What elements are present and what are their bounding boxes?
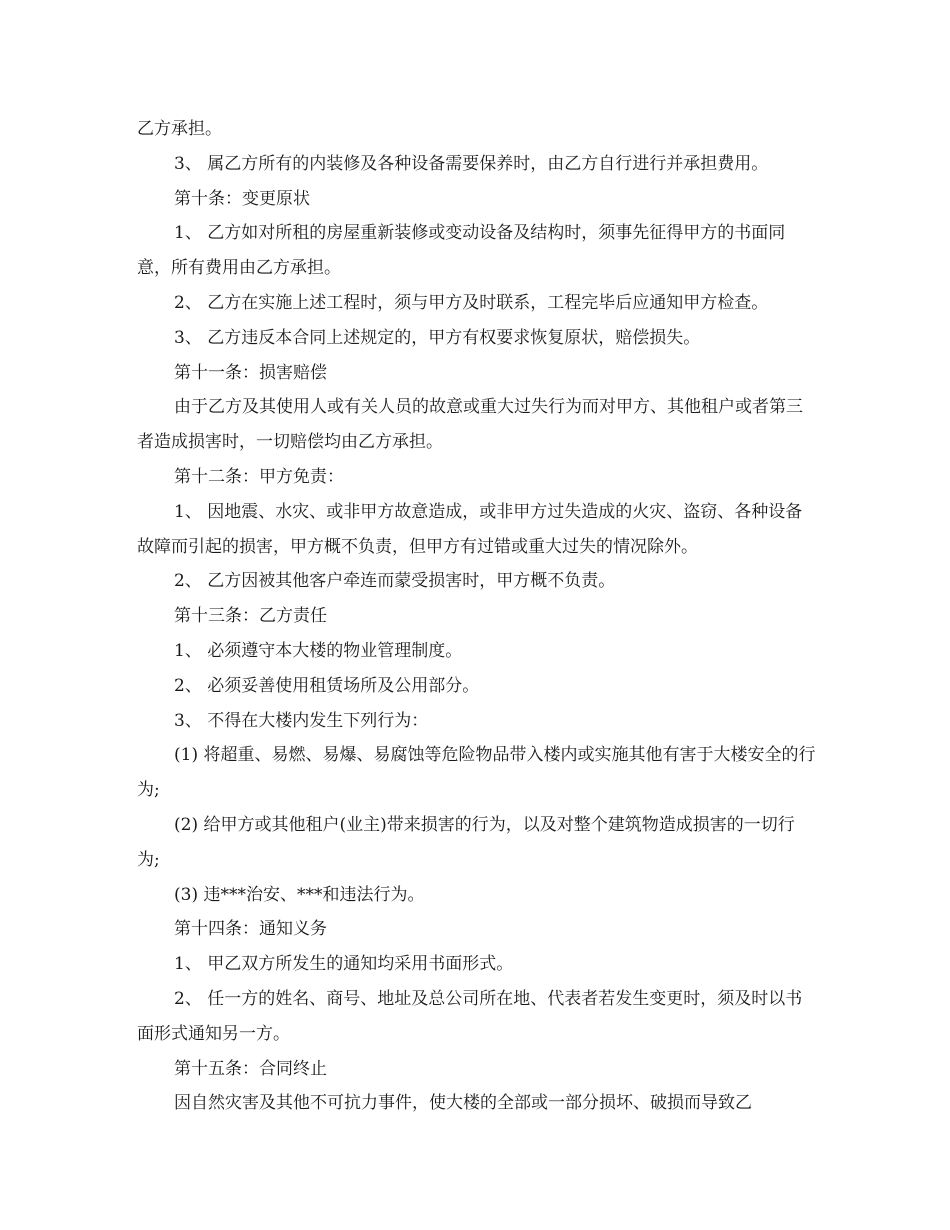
article-15-heading: 第十五条：合同终止: [174, 1058, 327, 1079]
article-10-heading: 第十条：变更原状: [174, 188, 310, 209]
clause-9-item-3: 3、 属乙方所有的内装修及各种设备需要保养时，由乙方自行进行并承担费用。: [174, 153, 769, 174]
article-11-body: 由于乙方及其使用人或有关人员的故意或重大过失行为而对甲方、其他租户或者第三者造成损害时，一切赔偿均由乙方承担。: [137, 397, 803, 453]
clause-13-item-2: 2、 必须妥善使用租赁场所及公用部分。: [174, 675, 480, 696]
article-14-heading: 第十四条：通知义务: [174, 919, 327, 940]
clause-13-subitem-3: (3) 违***治安、***和违法行为。: [174, 884, 425, 905]
paragraph-continuation: 乙方承担。: [137, 119, 222, 139]
clause-10-item-1: 1、 乙方如对所租的房屋重新装修或变动设备及结构时，须事先征得甲方的书面同意，所有费用由乙方承担。: [137, 223, 786, 279]
article-13-heading: 第十三条：乙方责任: [174, 606, 327, 627]
clause-13-item-3: 3、 不得在大楼内发生下列行为：: [174, 710, 429, 731]
article-11-heading: 第十一条：损害赔偿: [174, 362, 327, 383]
clause-14-item-1: 1、 甲乙双方所发生的通知均采用书面形式。: [174, 954, 514, 975]
article-12-heading: 第十二条：甲方免责：: [174, 466, 344, 487]
clause-13-subitem-1: (1) 将超重、易燃、易爆、易腐蚀等危险物品带入楼内或实施其他有害于大楼安全的行为;: [137, 745, 816, 801]
clause-12-item-2: 2、 乙方因被其他客户牵连而蒙受损害时，甲方概不负责。: [174, 571, 616, 592]
clause-13-item-1: 1、 必须遵守本大楼的物业管理制度。: [174, 640, 463, 661]
clause-10-item-2: 2、 乙方在实施上述工程时，须与甲方及时联系，工程完毕后应通知甲方检查。: [174, 292, 769, 313]
clause-10-item-3: 3、 乙方违反本合同上述规定的，甲方有权要求恢复原状，赔偿损失。: [174, 327, 701, 348]
clause-13-subitem-2: (2) 给甲方或其他租户(业主)带来损害的行为，以及对整个建筑物造成损害的一切行为;: [137, 814, 795, 870]
article-15-body: 因自然灾害及其他不可抗力事件，使大楼的全部或一部分损坏、破损而导致乙: [174, 1093, 752, 1114]
clause-14-item-2: 2、 任一方的姓名、商号、地址及总公司所在地、代表者若发生变更时，须及时以书面形式通知另一方。: [137, 988, 803, 1044]
clause-12-item-1: 1、 因地震、水灾、或非甲方故意造成，或非甲方过失造成的火灾、盗窃、各种设备故障而引起的损害，甲方概不负责，但甲方有过错或重大过失的情况除外。: [137, 501, 803, 557]
document-body: [137, 112, 817, 1121]
